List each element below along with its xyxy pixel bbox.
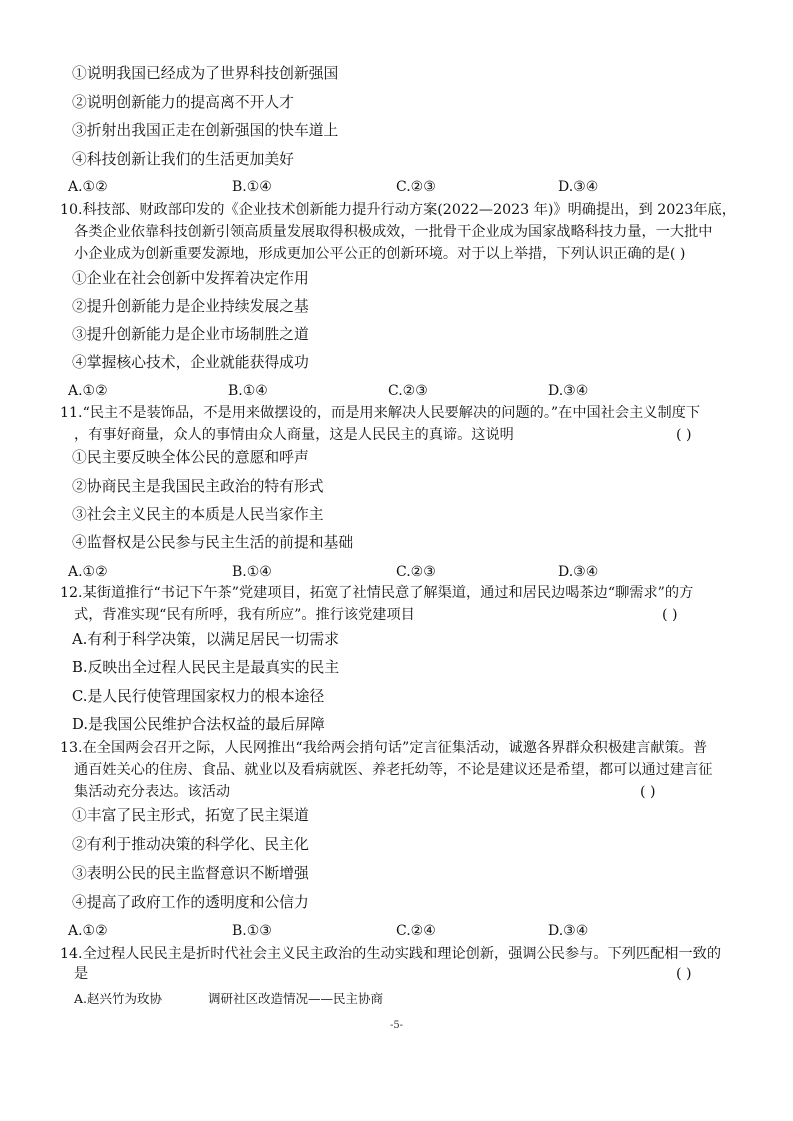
q14-answer-bracket: ( ) bbox=[676, 966, 692, 982]
q12-stem-line-1: 12.某街道推行“书记下午茶”党建项目，拓宽了社情民意了解渠道，通过和居民边喝茶边“聊需求”的方 bbox=[60, 585, 694, 601]
q12-answer-bracket: ( ) bbox=[662, 607, 678, 623]
q10-choice-b: B.①④ bbox=[228, 383, 268, 399]
q10-choice-d: D.③④ bbox=[548, 383, 589, 399]
q12-option-b: B.反映出全过程人民民主是最真实的民主 bbox=[72, 659, 340, 676]
q12-option-a: A.有利于科学决策，以满足居民一切需求 bbox=[72, 631, 339, 648]
q14-option-a-right: 调研社区改造情况——民主协商 bbox=[208, 991, 384, 1006]
q10-option-4: ④掌握核心技术，企业就能获得成功 bbox=[72, 354, 309, 371]
q9-option-1: ①说明我国已经成为了世界科技创新强国 bbox=[72, 65, 339, 82]
q9-option-3: ③折射出我国正走在创新强国的快车道上 bbox=[72, 122, 339, 139]
q10-choice-a: A.①② bbox=[68, 383, 108, 399]
page-number: -5- bbox=[389, 1020, 404, 1031]
q13-choice-d: D.③④ bbox=[548, 923, 589, 939]
q13-stem-line-2: 通百姓关心的住房、食品、就业以及看病就医、养老托幼等，不论是建议还是希望，都可以通过建言征 bbox=[74, 762, 713, 778]
q11-option-2: ②协商民主是我国民主政治的特有形式 bbox=[72, 478, 324, 495]
q9-choice-d: D.③④ bbox=[558, 179, 599, 195]
q9-choice-b: B.①④ bbox=[232, 179, 272, 195]
q13-option-1: ①丰富了民主形式，拓宽了民主渠道 bbox=[72, 807, 309, 824]
q14-stem-line-1: 14.全过程人民民主是折时代社会主义民主政治的生动实践和理论创新，强调公民参与。下列匹配相一致的 bbox=[60, 946, 722, 962]
q13-choice-b: B.①③ bbox=[232, 923, 272, 939]
q11-stem-line-2: ，有事好商量，众人的事情由众人商量，这是人民民主的真谛。这说明 bbox=[74, 427, 514, 443]
q12-option-c: C.是人民行使管理国家权力的根本途径 bbox=[72, 688, 325, 705]
q14-stem-line-2: 是 bbox=[74, 966, 89, 982]
q10-option-2: ②提升创新能力是企业持续发展之基 bbox=[72, 298, 309, 315]
q9-choice-c: C.②③ bbox=[396, 179, 436, 195]
q11-choice-b: B.①④ bbox=[232, 564, 272, 580]
q13-stem-line-1: 13.在全国两会召开之际，人民网推出“我给两会捎句话”定言征集活动，诚邀各界群众积极建言献策。普 bbox=[60, 740, 708, 756]
q11-stem-line-1: 11.“民主不是装饰品，不是用来做摆设的，而是用来解决人民要解决的问题的。”在中国社会主义制度下 bbox=[60, 405, 701, 421]
q9-choice-a: A.①② bbox=[68, 179, 108, 195]
q11-answer-bracket: ( ) bbox=[676, 427, 692, 443]
q9-option-4: ④科技创新让我们的生活更加美好 bbox=[72, 151, 294, 168]
q10-choice-c: C.②③ bbox=[388, 383, 428, 399]
q13-option-3: ③表明公民的民主监督意识不断增强 bbox=[72, 865, 309, 882]
q11-option-3: ③社会主义民主的本质是人民当家作主 bbox=[72, 506, 324, 523]
q11-option-4: ④监督权是公民参与民主生活的前提和基础 bbox=[72, 534, 354, 551]
q11-choice-a: A.①② bbox=[68, 564, 108, 580]
q11-choice-c: C.②③ bbox=[396, 564, 436, 580]
q13-choice-c: C.②④ bbox=[396, 923, 436, 939]
q10-option-1: ①企业在社会创新中发挥着决定作用 bbox=[72, 270, 309, 287]
q10-stem-line-1: 10.科技部、财政部印发的《企业技术创新能力提升行动方案(2022—2023 年)》明确提出，到 2023年底， bbox=[60, 202, 736, 218]
q13-choice-a: A.①② bbox=[68, 923, 108, 939]
q10-stem-line-2: 各类企业依靠科技创新引领高质量发展取得积极成效，一批骨干企业成为国家战略科技力量，一大批中 bbox=[74, 224, 713, 240]
q14-option-a-left: A.赵兴竹为玫协 bbox=[74, 991, 163, 1006]
q13-option-2: ②有利于推动决策的科学化、民主化 bbox=[72, 836, 309, 853]
q12-stem-line-2: 式，背准实现“民有所呼，我有所应”。推行该党建项目 bbox=[74, 607, 415, 623]
q13-option-4: ④提高了政府工作的透明度和公信力 bbox=[72, 894, 309, 911]
q9-option-2: ②说明创新能力的提高离不开人才 bbox=[72, 94, 294, 111]
q13-stem-line-3: 集活动充分表达。该活动 bbox=[74, 784, 231, 800]
q12-option-d: D.是我国公民维护合法权益的最后屏障 bbox=[72, 716, 325, 733]
q10-stem-line-3: 小企业成为创新重要发源地，形成更加公平公正的创新环境。对于以上举措，下列认识正确的是( ) bbox=[74, 246, 686, 262]
q13-answer-bracket: ( ) bbox=[640, 784, 656, 800]
q11-option-1: ①民主要反映全体公民的意愿和呼声 bbox=[72, 449, 309, 466]
q11-choice-d: D.③④ bbox=[558, 564, 599, 580]
q10-option-3: ③提升创新能力是企业市场制胜之道 bbox=[72, 326, 309, 343]
